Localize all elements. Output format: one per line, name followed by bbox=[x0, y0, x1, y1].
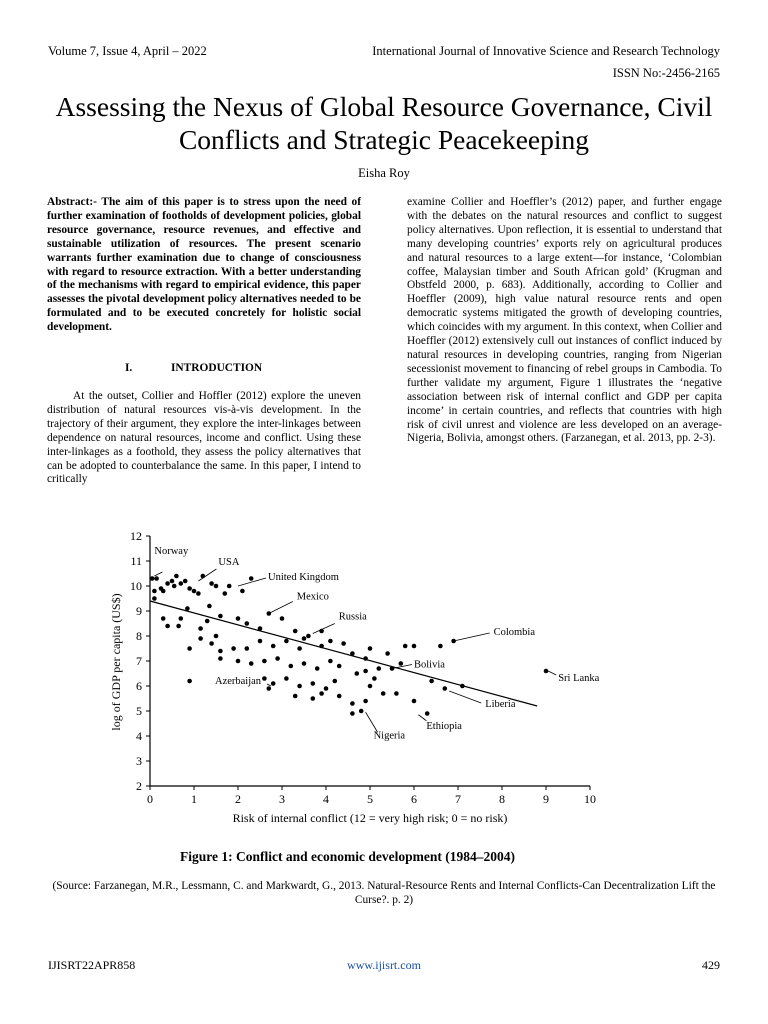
data-point bbox=[319, 644, 324, 649]
data-point bbox=[154, 576, 159, 581]
data-point bbox=[319, 691, 324, 696]
data-point bbox=[443, 686, 448, 691]
country-label: Colombia bbox=[493, 627, 536, 638]
data-point bbox=[315, 666, 320, 671]
data-point bbox=[183, 579, 188, 584]
data-point bbox=[218, 656, 223, 661]
data-point bbox=[385, 651, 390, 656]
data-point bbox=[271, 644, 276, 649]
y-tick-label: 7 bbox=[136, 654, 142, 668]
country-label: Mexico bbox=[296, 591, 329, 603]
data-point bbox=[363, 699, 368, 704]
country-label: Ethiopia bbox=[426, 720, 462, 732]
data-point bbox=[363, 669, 368, 674]
data-point bbox=[412, 644, 417, 649]
country-label: Liberia bbox=[485, 699, 516, 710]
data-point bbox=[337, 694, 342, 699]
data-point bbox=[249, 576, 254, 581]
y-tick-label: 12 bbox=[130, 529, 142, 543]
paper-id: IJISRT22APR858 bbox=[48, 958, 136, 972]
x-tick-label: 2 bbox=[235, 792, 241, 806]
country-label: USA bbox=[218, 557, 240, 568]
data-point bbox=[214, 634, 219, 639]
data-point bbox=[249, 661, 254, 666]
label-leader bbox=[154, 572, 162, 576]
data-point bbox=[438, 644, 443, 649]
data-point bbox=[187, 586, 192, 591]
intro-paragraph-left: At the outset, Collier and Hoffler (2012) explore the uneven distribution of natural resources vis-à-vis development. In the trajectory of their argument, they explore the inter-linkages between dependence on natural resources, income and conflict. Using these inter-linkages as a foothold, they assess the policy alternatives that can be adopted to counterbalance the same. In this paper, I intend to critically bbox=[47, 390, 361, 486]
volume-issue: Volume 7, Issue 4, April – 2022 bbox=[48, 44, 207, 58]
figure-source: (Source: Farzanegan, M.R., Lessmann, C. and Markwardt, G., 2013. Natural-Resource Rents and Internal Conflicts-Can Decentralization Lift the Curse?. p. 2) bbox=[52, 880, 716, 906]
y-tick-label: 9 bbox=[136, 604, 142, 618]
country-label: Nigeria bbox=[373, 730, 406, 742]
x-tick-label: 6 bbox=[411, 792, 417, 806]
data-point bbox=[359, 709, 364, 714]
data-point bbox=[236, 659, 241, 664]
data-point bbox=[205, 619, 210, 624]
data-point bbox=[328, 659, 333, 664]
label-leader bbox=[313, 624, 335, 634]
label-leader bbox=[548, 671, 556, 675]
author-name: Eisha Roy bbox=[358, 166, 410, 180]
data-point bbox=[198, 636, 203, 641]
x-tick-label: 10 bbox=[584, 792, 596, 806]
x-tick-label: 1 bbox=[191, 792, 197, 806]
country-label: Russia bbox=[338, 611, 367, 623]
country-label: Sri Lanka bbox=[558, 673, 600, 684]
x-tick-label: 0 bbox=[147, 792, 153, 806]
data-point bbox=[218, 649, 223, 654]
x-tick-label: 4 bbox=[323, 792, 329, 806]
data-point bbox=[258, 639, 263, 644]
y-tick-label: 10 bbox=[130, 579, 142, 593]
data-point bbox=[368, 646, 373, 651]
data-point bbox=[174, 574, 179, 579]
intro-paragraph-right: examine Collier and Hoeffler’s (2012) paper, and further engage with the debates on the natural resources and conflict to suggest policy alternatives. Upon reflection, it is essential to understand that many developing countries’ exports rely on agricultural produces and natural resources to a large extent—for instance, ‘Colombian coffee, Malaysian timber and South African gold’ (Krugman and Obstfeld 2000, p. 683). Additionally, according to Collier and Hoeffler (2009), high value natural resource rents and open democratic systems mitigated the growth of developing countries, which coincides with my argument. In this context, when Collier and Hoeffler (2012) extensively cull out instances of conflict induced by natural resources in developing countries, ranging from Nigerian secessionist movement to financing of rebel groups in Cambodia. To further validate my argument, Figure 1 illustrates the ‘negative association between risk of internal conflict and GDP per capita income’ in certain countries, and reflects that countries with high risk of civil unrest and violence are less developed on an average-Nigeria, Bolivia, amongst others. (Farzanegan, et al. 2013, pp. 2-3). bbox=[407, 196, 722, 445]
country-label: Bolivia bbox=[414, 659, 445, 671]
page-number: 429 bbox=[702, 958, 720, 972]
data-point bbox=[152, 589, 157, 594]
data-point bbox=[412, 699, 417, 704]
data-point bbox=[179, 616, 184, 621]
data-point bbox=[262, 659, 267, 664]
x-tick-label: 9 bbox=[543, 792, 549, 806]
data-point bbox=[165, 624, 170, 629]
data-point bbox=[161, 589, 166, 594]
data-point bbox=[207, 604, 212, 609]
data-point bbox=[341, 641, 346, 646]
data-point bbox=[297, 646, 302, 651]
y-tick-label: 4 bbox=[136, 729, 142, 743]
data-point bbox=[192, 589, 197, 594]
paper-title: Assessing the Nexus of Global Resource Governance, Civil Conflicts and Strategic Peacekeeping bbox=[55, 91, 713, 155]
data-point bbox=[337, 664, 342, 669]
data-point bbox=[355, 671, 360, 676]
data-point bbox=[161, 616, 166, 621]
y-tick-label: 5 bbox=[136, 704, 142, 718]
data-point bbox=[271, 681, 276, 686]
data-point bbox=[236, 616, 241, 621]
data-point bbox=[196, 591, 201, 596]
country-labels bbox=[154, 546, 599, 741]
data-point bbox=[544, 669, 549, 674]
data-point bbox=[187, 646, 192, 651]
x-axis-label: Risk of internal conflict (12 = very high risk; 0 = no risk) bbox=[232, 811, 508, 825]
section-number: I. bbox=[125, 362, 133, 374]
data-point bbox=[179, 581, 184, 586]
data-point bbox=[403, 644, 408, 649]
data-point bbox=[267, 686, 272, 691]
data-point bbox=[289, 664, 294, 669]
label-leader bbox=[418, 715, 426, 721]
data-point bbox=[150, 576, 155, 581]
issn: ISSN No:-2456-2165 bbox=[612, 66, 720, 80]
label-leader bbox=[269, 602, 293, 614]
data-point bbox=[245, 646, 250, 651]
label-leader bbox=[449, 691, 481, 703]
data-point bbox=[460, 684, 465, 689]
data-point bbox=[170, 579, 175, 584]
figure-caption: Figure 1: Conflict and economic development (1984–2004) bbox=[180, 849, 515, 864]
data-point bbox=[165, 581, 170, 586]
data-point bbox=[297, 684, 302, 689]
data-point bbox=[333, 679, 338, 684]
y-tick-label: 8 bbox=[136, 629, 142, 643]
data-point bbox=[240, 589, 245, 594]
data-point bbox=[223, 591, 228, 596]
data-point bbox=[280, 616, 285, 621]
country-label: United Kingdom bbox=[268, 572, 339, 583]
y-tick-label: 6 bbox=[136, 679, 142, 693]
country-label: Azerbaijan bbox=[215, 676, 262, 687]
journal-name: International Journal of Innovative Science and Research Technology bbox=[372, 44, 720, 58]
label-leader bbox=[454, 633, 490, 641]
data-point bbox=[350, 701, 355, 706]
data-point bbox=[227, 584, 232, 589]
data-point bbox=[231, 646, 236, 651]
data-point bbox=[152, 596, 157, 601]
abstract: Abstract:- The aim of this paper is to stress upon the need of further examination of footholds of development policies, global resource governance, resource revenues, and effective and sustainable utilization of resources. The present scenario warrants further examination due to change of consciousness with regard to resource extraction. With a better understanding of the mechanisms with regard to empirical evidence, this paper assesses the pivotal development policy alternatives needed to be formulated and to be executed concretely for holistic social development. bbox=[47, 196, 361, 334]
data-point bbox=[284, 676, 289, 681]
section-title: INTRODUCTION bbox=[171, 362, 263, 374]
scatter-chart bbox=[100, 522, 640, 872]
data-point bbox=[302, 661, 307, 666]
data-point bbox=[275, 656, 280, 661]
label-leader bbox=[267, 684, 271, 686]
data-point bbox=[311, 681, 316, 686]
x-tick-label: 5 bbox=[367, 792, 373, 806]
data-point bbox=[372, 676, 377, 681]
data-point bbox=[324, 686, 329, 691]
data-point bbox=[425, 711, 430, 716]
data-point bbox=[381, 691, 386, 696]
x-tick-label: 7 bbox=[455, 792, 461, 806]
x-tick-label: 8 bbox=[499, 792, 505, 806]
journal-website-link[interactable]: www.ijisrt.com bbox=[347, 958, 421, 972]
data-point bbox=[429, 679, 434, 684]
data-point bbox=[187, 679, 192, 684]
data-point bbox=[311, 696, 316, 701]
y-tick-label: 2 bbox=[136, 779, 142, 793]
data-point bbox=[209, 641, 214, 646]
data-point bbox=[176, 624, 181, 629]
data-point bbox=[284, 639, 289, 644]
y-axis-label: log of GDP per capita (US$) bbox=[109, 593, 123, 731]
chart-axes bbox=[130, 529, 596, 806]
data-point bbox=[306, 634, 311, 639]
data-points bbox=[150, 574, 548, 716]
data-point bbox=[363, 656, 368, 661]
y-tick-label: 3 bbox=[136, 754, 142, 768]
data-point bbox=[185, 606, 190, 611]
data-point bbox=[293, 629, 298, 634]
y-tick-label: 11 bbox=[130, 554, 142, 568]
country-label: Norway bbox=[154, 546, 189, 557]
data-point bbox=[209, 581, 214, 586]
data-point bbox=[198, 626, 203, 631]
data-point bbox=[267, 611, 272, 616]
data-point bbox=[293, 694, 298, 699]
data-point bbox=[377, 666, 382, 671]
data-point bbox=[350, 711, 355, 716]
data-point bbox=[172, 584, 177, 589]
data-point bbox=[262, 676, 267, 681]
data-point bbox=[214, 584, 219, 589]
data-point bbox=[399, 661, 404, 666]
data-point bbox=[302, 636, 307, 641]
data-point bbox=[245, 621, 250, 626]
label-leader bbox=[366, 712, 378, 732]
data-point bbox=[394, 691, 399, 696]
data-point bbox=[258, 626, 263, 631]
data-point bbox=[328, 639, 333, 644]
x-tick-label: 3 bbox=[279, 792, 285, 806]
data-point bbox=[350, 651, 355, 656]
data-point bbox=[218, 614, 223, 619]
data-point bbox=[368, 684, 373, 689]
